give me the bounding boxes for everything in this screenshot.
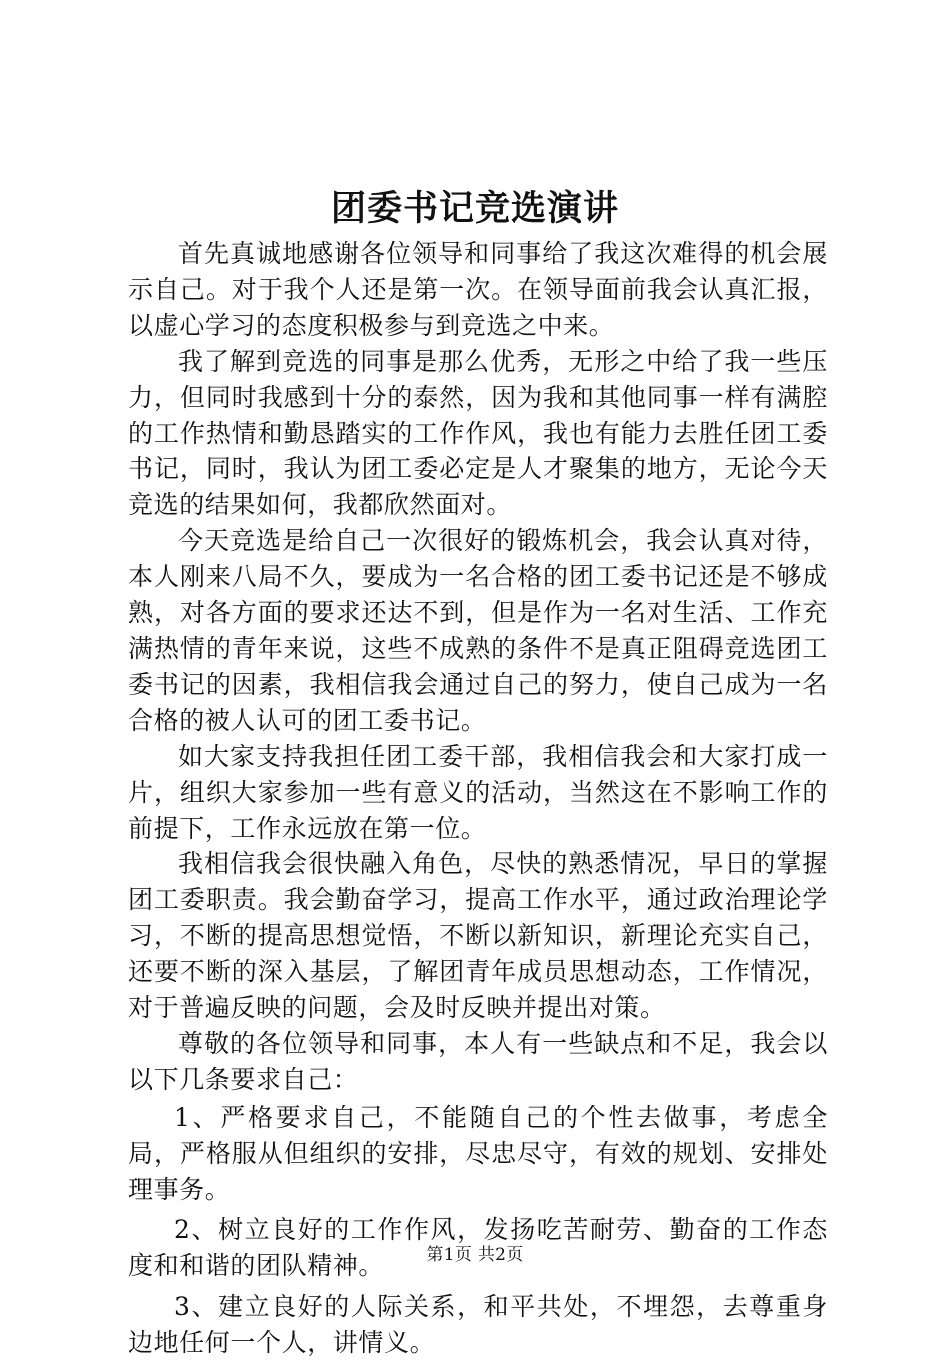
page-number-footer: 第1页 共2页: [426, 1245, 524, 1265]
paragraph: 如大家支持我担任团工委干部，我相信我会和大家打成一片，组织大家参加一些有意义的活动，当然这在不影响工作的前提下，工作永远放在第一位。: [128, 741, 828, 843]
document-body: [128, 236, 828, 1361]
list-item: 2、树立良好的工作作风，发扬吃苦耐劳、勤奋的工作态度和和谐的团队精神。: [128, 1215, 828, 1281]
list-item: 1、严格要求自己，不能随自己的个性去做事，考虑全局，严格服从但组织的安排，尽忠尽守，有效的规划、安排处理事务。: [128, 1102, 828, 1204]
paragraph: 今天竞选是给自己一次很好的锻炼机会，我会认真对待，本人刚来八局不久，要成为一名合格的团工委书记还是不够成熟，对各方面的要求还达不到，但是作为一名对生活、工作充满热情的青年来说，这些不成熟的条件不是真正阻碍竞选团工委书记的因素，我相信我会通过自己的努力，使自己成为一名合格的被人认可的团工委书记。: [128, 526, 828, 735]
paragraph: 我相信我会很快融入角色，尽快的熟悉情况，早日的掌握团工委职责。我会勤奋学习，提高工作水平，通过政治理论学习，不断的提高思想觉悟，不断以新知识，新理论充实自己，还要不断的深入基层，了解团青年成员思想动态，工作情况，对于普遍反映的问题，会及时反映并提出对策。: [128, 849, 828, 1023]
paragraph: 我了解到竞选的同事是那么优秀，无形之中给了我一些压力，但同时我感到十分的泰然，因为我和其他同事一样有满腔的工作热情和勤恳踏实的工作作风，我也有能力去胜任团工委书记，同时，我认为团工委必定是人才聚集的地方，无论今天竞选的结果如何，我都欣然面对。: [128, 346, 828, 520]
paragraph: 首先真诚地感谢各位领导和同事给了我这次难得的机会展示自己。对于我个人还是第一次。在领导面前我会认真汇报，以虚心学习的态度积极参与到竞选之中来。: [128, 239, 828, 340]
paragraph: 尊敬的各位领导和同事，本人有一些缺点和不足，我会以以下几条要求自己：: [128, 1028, 828, 1094]
list-item: 3、建立良好的人际关系，和平共处，不埋怨，去尊重身边地任何一个人，讲情义。: [128, 1292, 828, 1358]
document-title: 团委书记竞选演讲: [330, 188, 619, 229]
